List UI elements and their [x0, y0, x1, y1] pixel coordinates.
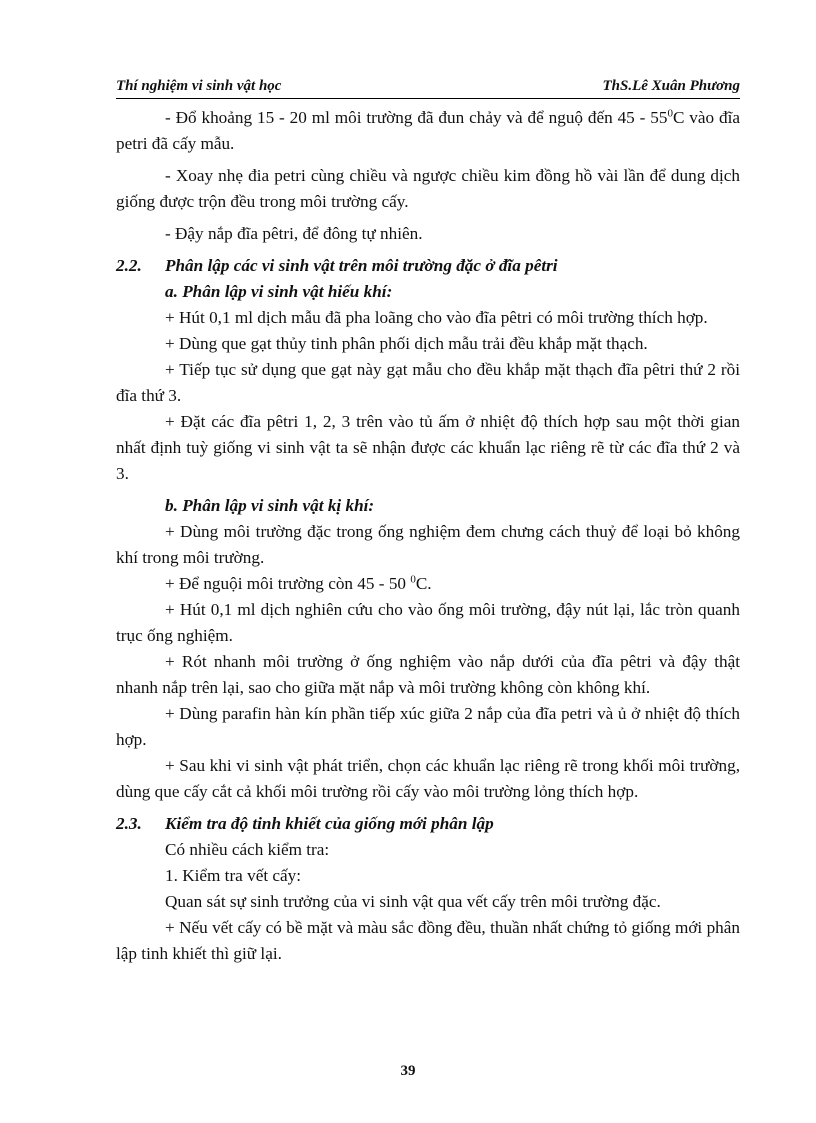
section-heading-2-3 [116, 811, 740, 837]
paragraph-anaerobic-2: + Để nguội môi trường còn 45 - 50 $^0$C. [165, 573, 432, 593]
paragraph-check-streak: 1. Kiểm tra vết cấy: [165, 866, 302, 885]
paragraph-anaerobic-5: + Dùng parafin hàn kín phần tiếp xúc giữa 2 nắp của đĩa petri và ủ ở nhiệt độ thích hợp. [116, 704, 740, 749]
paragraph-aerobic-4: + Đặt các đĩa pêtri 1, 2, 3 trên vào tủ ấm ở nhiệt độ thích hợp sau một thời gian nhất định tuỳ giống vi sinh vật ta sẽ nhận được các khuẩn lạc riêng rẽ từ các đĩa thứ 2 và 3. [116, 412, 740, 483]
subheading-aerobic: a. Phân lập vi sinh vật hiếu khí: [165, 282, 393, 301]
paragraph-cover-dish: - Đậy nắp đĩa pêtri, để đông tự nhiên. [165, 224, 423, 243]
header-book-title: Thí nghiệm vi sinh vật học [116, 78, 282, 94]
subheading-anaerobic: b. Phân lập vi sinh vật kị khí: [165, 496, 375, 515]
paragraph-anaerobic-1: + Dùng môi trường đặc trong ống nghiệm đem chưng cách thuỷ để loại bỏ không khí trong môi trường. [116, 522, 740, 567]
paragraph-aerobic-1: + Hút 0,1 ml dịch mẫu đã pha loãng cho vào đĩa pêtri có môi trường thích hợp. [165, 308, 708, 327]
section-title: Kiểm tra độ tinh khiết của giống mới phân lập [165, 814, 494, 833]
header-author: ThS.Lê Xuân Phương [602, 78, 740, 94]
page-number: 39 [400, 1063, 416, 1079]
paragraph-anaerobic-6: + Sau khi vi sinh vật phát triển, chọn các khuẩn lạc riêng rẽ trong khối môi trường, dùng que cấy cắt cả khối môi trường rồi cấy vào môi trường lỏng thích hợp. [116, 756, 740, 801]
section-heading-2-2 [116, 253, 740, 279]
paragraph-uniform-streak: + Nếu vết cấy có bề mặt và màu sắc đồng đều, thuần nhất chứng tỏ giống mới phân lập tinh khiết thì giữ lại. [116, 918, 740, 963]
page-body [116, 105, 740, 967]
paragraph-pour-medium: - Đổ khoảng 15 - 20 ml môi trường đã đun chảy và để nguộ đến $45 - 55^0C$ vào đĩa petri đã cấy mẫu. [116, 107, 740, 153]
paragraph-anaerobic-4: + Rót nhanh môi trường ở ống nghiệm vào nắp dưới của đĩa pêtri và đậy thật nhanh nắp trên lại, sao cho giữa mặt nắp và môi trường không còn không khí. [116, 652, 740, 697]
section-title: Phân lập các vi sinh vật trên môi trường đặc ở đĩa pêtri [165, 256, 558, 275]
paragraph-anaerobic-3: + Hút 0,1 ml dịch nghiên cứu cho vào ống môi trường, đậy nút lại, lắc tròn quanh trục ống nghiệm. [116, 600, 740, 645]
paragraph-observe-streak: Quan sát sự sinh trưởng của vi sinh vật qua vết cấy trên môi trường đặc. [165, 892, 661, 911]
paragraph-check-methods: Có nhiều cách kiểm tra: [165, 840, 330, 859]
page-header [116, 76, 740, 99]
section-number: 2.3. [116, 814, 142, 833]
section-number: 2.2. [116, 256, 142, 275]
paragraph-aerobic-3: + Tiếp tục sử dụng que gạt này gạt mẫu cho đều khắp mặt thạch đĩa pêtri thứ 2 rồi đĩa thứ 3. [116, 360, 740, 405]
paragraph-rotate-dish: - Xoay nhẹ đia petri cùng chiều và ngược chiều kim đồng hồ vài lần để dung dịch giống được trộn đều trong môi trường cấy. [116, 166, 740, 211]
paragraph-aerobic-2: + Dùng que gạt thủy tinh phân phối dịch mẫu trải đều khắp mặt thạch. [165, 334, 648, 353]
